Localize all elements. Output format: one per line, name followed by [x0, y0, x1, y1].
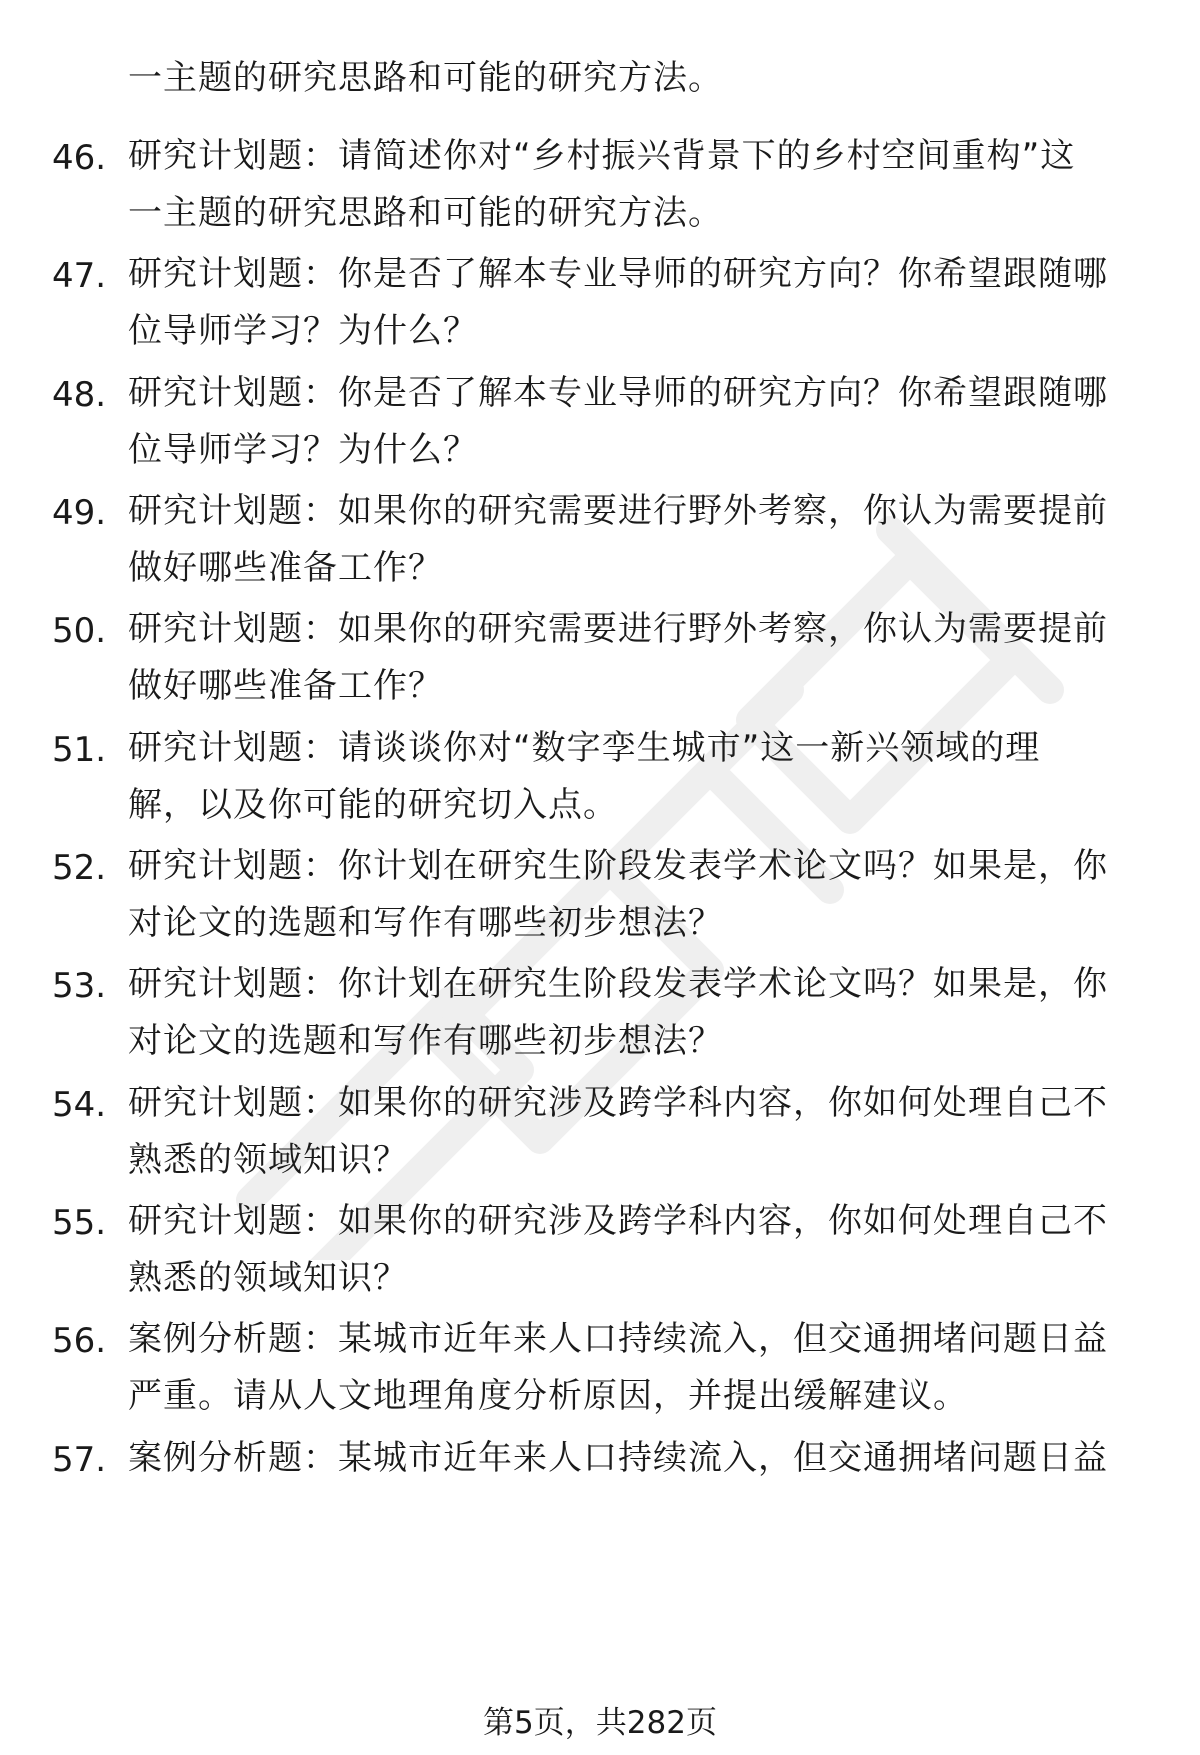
question-number: 50.: [52, 611, 107, 651]
question-text: [128, 246, 1138, 360]
question-number: 55.: [52, 1203, 107, 1243]
question-line: 做好哪些准备工作？: [128, 666, 443, 706]
question-number: 52.: [52, 848, 107, 888]
question-line: 研究计划题：如果你的研究涉及跨学科内容，你如何处理自己不: [128, 1083, 1108, 1123]
question-line: 研究计划题：你计划在研究生阶段发表学术论文吗？如果是，你: [128, 846, 1108, 886]
question-text: [128, 1193, 1138, 1307]
question-text: [128, 956, 1138, 1070]
question-text: [128, 720, 1138, 834]
question-number: 48.: [52, 375, 107, 415]
question-line: 研究计划题：如果你的研究需要进行野外考察，你认为需要提前: [128, 491, 1108, 531]
question-line: 研究计划题：请谈谈你对“数字孪生城市”这一新兴领域的理: [128, 728, 1041, 768]
question-line: 严重。请从人文地理角度分析原因，并提出缓解建议。: [128, 1376, 968, 1416]
question-line: 案例分析题：某城市近年来人口持续流入，但交通拥堵问题日益: [128, 1319, 1108, 1359]
question-line: 熟悉的领域知识？: [128, 1140, 408, 1180]
question-text: [128, 1075, 1138, 1189]
question-line: 案例分析题：某城市近年来人口持续流入，但交通拥堵问题日益: [128, 1438, 1108, 1478]
question-line: 熟悉的领域知识？: [128, 1258, 408, 1298]
page-number-footer: 第5页，共282页: [483, 1705, 717, 1741]
question-line: 对论文的选题和写作有哪些初步想法？: [128, 903, 723, 943]
question-line: 研究计划题：你是否了解本专业导师的研究方向？你希望跟随哪: [128, 373, 1108, 413]
question-number: 57.: [52, 1440, 107, 1480]
question-line: 一主题的研究思路和可能的研究方法。: [128, 193, 723, 233]
question-number: 53.: [52, 966, 107, 1006]
question-text: [128, 838, 1138, 952]
question-line: 研究计划题：请简述你对“乡村振兴背景下的乡村空间重构”这: [128, 136, 1076, 176]
question-text: [128, 483, 1138, 597]
question-number: 46.: [52, 138, 107, 178]
question-text: [128, 128, 1138, 242]
question-text: [128, 1430, 1138, 1487]
continuation-line: 一主题的研究思路和可能的研究方法。: [128, 58, 723, 98]
question-line: 研究计划题：如果你的研究需要进行野外考察，你认为需要提前: [128, 609, 1108, 649]
question-number: 56.: [52, 1321, 107, 1361]
question-line: 位导师学习？为什么？: [128, 430, 478, 470]
question-line: 解，以及你可能的研究切入点。: [128, 785, 618, 825]
question-text: [128, 365, 1138, 479]
question-number: 47.: [52, 256, 107, 296]
question-text: [128, 601, 1138, 715]
question-line: 研究计划题：你计划在研究生阶段发表学术论文吗？如果是，你: [128, 964, 1108, 1004]
question-line: 位导师学习？为什么？: [128, 311, 478, 351]
question-number: 49.: [52, 493, 107, 533]
question-text: [128, 1311, 1138, 1425]
question-line: 对论文的选题和写作有哪些初步想法？: [128, 1021, 723, 1061]
question-line: 研究计划题：你是否了解本专业导师的研究方向？你希望跟随哪: [128, 254, 1108, 294]
question-number: 51.: [52, 730, 107, 770]
question-line: 做好哪些准备工作？: [128, 548, 443, 588]
question-line: 研究计划题：如果你的研究涉及跨学科内容，你如何处理自己不: [128, 1201, 1108, 1241]
question-number: 54.: [52, 1085, 107, 1125]
